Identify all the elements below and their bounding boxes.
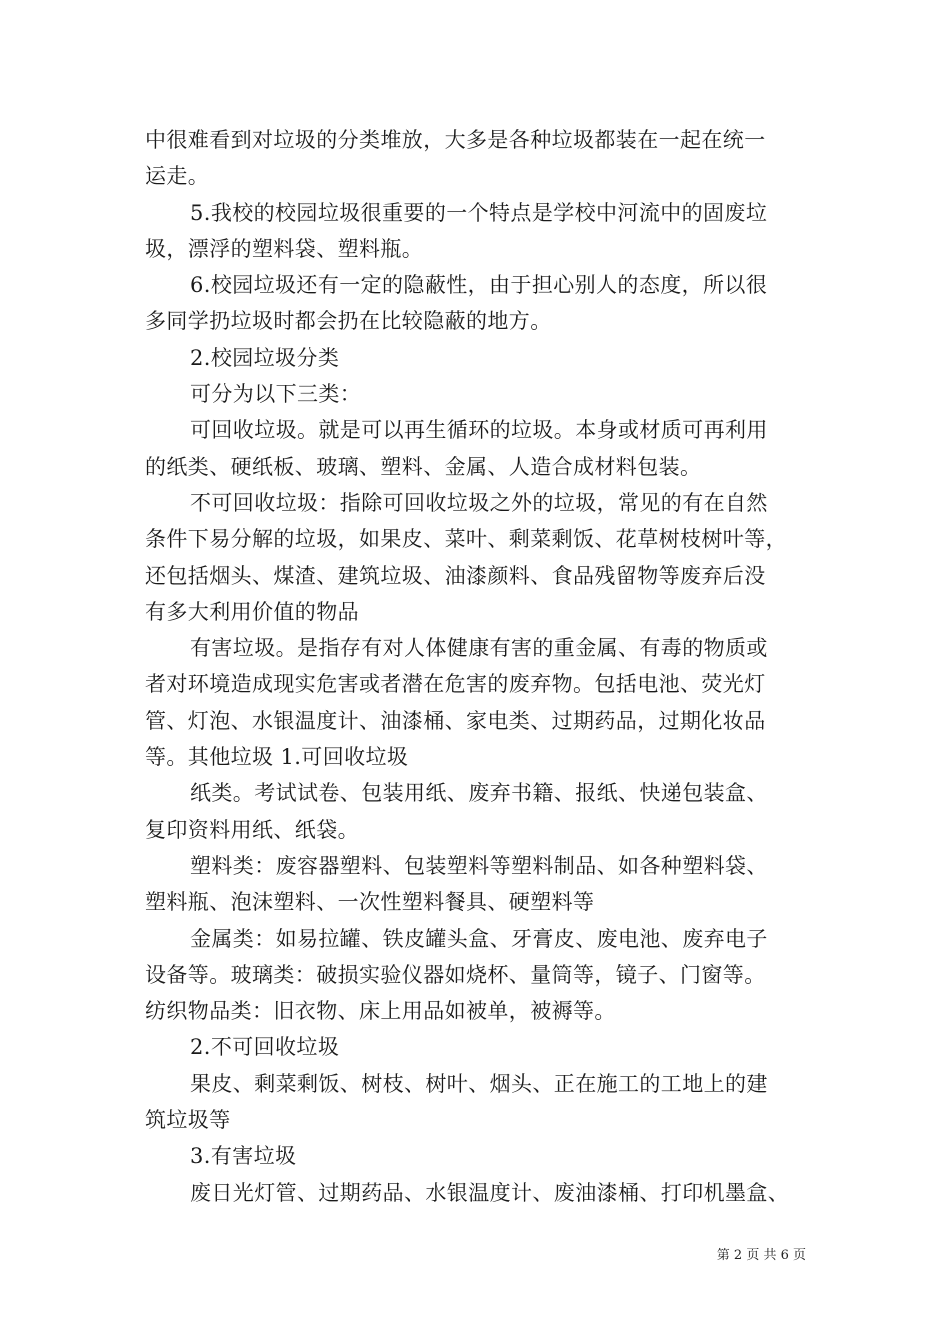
section-heading: 2.不可回收垃圾 <box>190 1035 340 1060</box>
document-body <box>145 122 808 1211</box>
text-line: 管、灯泡、水银温度计、油漆桶、家电类、过期药品，过期化妆品 <box>145 708 766 733</box>
section-heading: 3.有害垃圾 <box>190 1144 297 1169</box>
text-line: 者对环境造成现实危害或者潜在危害的废弃物。包括电池、荧光灯 <box>145 672 766 697</box>
text-line: 纺织物品类：旧衣物、床上用品如被单，被褥等。 <box>145 999 616 1024</box>
text-line: 可分为以下三类： <box>190 382 362 407</box>
text-line: 塑料类：废容器塑料、包装塑料等塑料制品、如各种塑料袋、 <box>190 853 768 878</box>
page-number-footer: 第 2 页 共 6 页 <box>716 1248 806 1263</box>
text-line: 多同学扔垃圾时都会扔在比较隐蔽的地方。 <box>145 309 552 334</box>
text-line: 5.我校的校园垃圾很重要的一个特点是学校中河流中的固废垃 <box>190 200 768 225</box>
text-line: 设备等。玻璃类：破损实验仪器如烧杯、量筒等，镜子、门窗等。 <box>145 962 766 987</box>
text-line: 有害垃圾。是指存有对人体健康有害的重金属、有毒的物质或 <box>190 636 768 661</box>
text-line: 筑垃圾等 <box>145 1108 231 1133</box>
text-line: 圾，漂浮的塑料袋、塑料瓶。 <box>145 236 424 261</box>
text-line: 有多大利用价值的物品 <box>145 599 359 624</box>
text-line: 金属类：如易拉罐、铁皮罐头盒、牙膏皮、废电池、废弃电子 <box>190 926 768 951</box>
text-line: 纸类。考试试卷、包装用纸、废弃书籍、报纸、快递包装盒、 <box>190 781 768 806</box>
section-heading: 2.校园垃圾分类 <box>190 345 340 370</box>
text-line: 废日光灯管、过期药品、水银温度计、废油漆桶、打印机墨盒、 <box>190 1180 790 1205</box>
text-line: 复印资料用纸、纸袋。 <box>145 817 359 842</box>
text-line: 塑料瓶、泡沫塑料、一次性塑料餐具、硬塑料等 <box>145 890 595 915</box>
text-line: 运走。 <box>145 164 210 189</box>
text-line: 6.校园垃圾还有一定的隐蔽性，由于担心别人的态度，所以很 <box>190 273 768 298</box>
text-line: 等。其他垃圾 1.可回收垃圾 <box>145 745 409 770</box>
text-line: 还包括烟头、煤渣、建筑垃圾、油漆颜料、食品残留物等废弃后没 <box>145 563 766 588</box>
text-line: 不可回收垃圾：指除可回收垃圾之外的垃圾，常见的有在自然 <box>190 490 768 515</box>
text-line: 的纸类、硬纸板、玻璃、塑料、金属、人造合成材料包装。 <box>145 454 702 479</box>
text-line: 中很难看到对垃圾的分类堆放，大多是各种垃圾都装在一起在统一 <box>145 128 766 152</box>
text-line: 可回收垃圾。就是可以再生循环的垃圾。本身或材质可再利用 <box>190 418 768 443</box>
text-line: 条件下易分解的垃圾，如果皮、菜叶、剩菜剩饭、花草树枝树叶等， <box>145 527 787 552</box>
text-line: 果皮、剩菜剩饭、树枝、树叶、烟头、正在施工的工地上的建 <box>190 1071 768 1096</box>
